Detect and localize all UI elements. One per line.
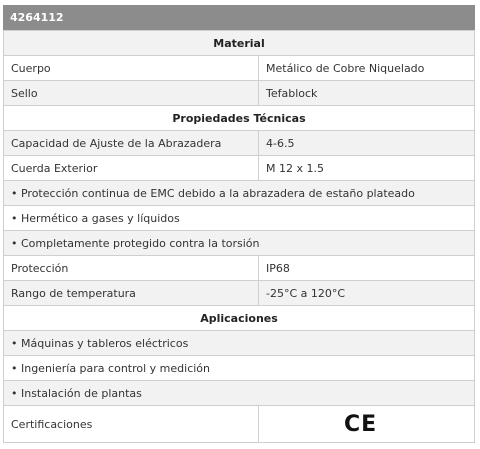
- row-label-capacidad: Capacidad de Ajuste de la Abrazadera: [4, 131, 259, 156]
- section-title-applications: Aplicaciones: [4, 306, 475, 331]
- certification-cell: [259, 406, 475, 443]
- row-label-cuerda: Cuerda Exterior: [4, 156, 259, 181]
- feature-item: • Completamente protegido contra la torsión: [4, 231, 475, 256]
- spec-sheet: [3, 5, 475, 443]
- application-item: • Instalación de plantas: [4, 381, 475, 406]
- table-row: [4, 406, 475, 443]
- section-title-material: Material: [4, 31, 475, 56]
- table-row: [4, 231, 475, 256]
- feature-item: • Hermético a gases y líquidos: [4, 206, 475, 231]
- feature-item: • Protección continua de EMC debido a la abrazadera de estaño plateado: [4, 181, 475, 206]
- row-label-sello: Sello: [4, 81, 259, 106]
- table-row: [4, 181, 475, 206]
- spec-table: [3, 30, 475, 443]
- row-label-certificaciones: Certificaciones: [4, 406, 259, 443]
- table-row: [4, 356, 475, 381]
- section-row-applications: [4, 306, 475, 331]
- row-label-proteccion: Protección: [4, 256, 259, 281]
- section-row-technical: [4, 106, 475, 131]
- row-value-cuerda: M 12 x 1.5: [259, 156, 475, 181]
- application-item: • Máquinas y tableros eléctricos: [4, 331, 475, 356]
- table-row: [4, 206, 475, 231]
- row-label-rango: Rango de temperatura: [4, 281, 259, 306]
- application-item: • Ingeniería para control y medición: [4, 356, 475, 381]
- row-value-sello: Tefablock: [259, 81, 475, 106]
- table-row: [4, 131, 475, 156]
- product-code-header: 4264112: [3, 5, 475, 30]
- table-row: [4, 81, 475, 106]
- table-row: [4, 256, 475, 281]
- row-value-proteccion: IP68: [259, 256, 475, 281]
- row-label-cuerpo: Cuerpo: [4, 56, 259, 81]
- table-row: [4, 281, 475, 306]
- table-row: [4, 156, 475, 181]
- table-row: [4, 381, 475, 406]
- table-row: [4, 331, 475, 356]
- row-value-rango: -25°C a 120°C: [259, 281, 475, 306]
- section-title-technical: Propiedades Técnicas: [4, 106, 475, 131]
- ce-mark-icon: CE: [344, 411, 378, 437]
- table-row: [4, 56, 475, 81]
- row-value-capacidad: 4-6.5: [259, 131, 475, 156]
- row-value-cuerpo: Metálico de Cobre Niquelado: [259, 56, 475, 81]
- section-row-material: [4, 31, 475, 56]
